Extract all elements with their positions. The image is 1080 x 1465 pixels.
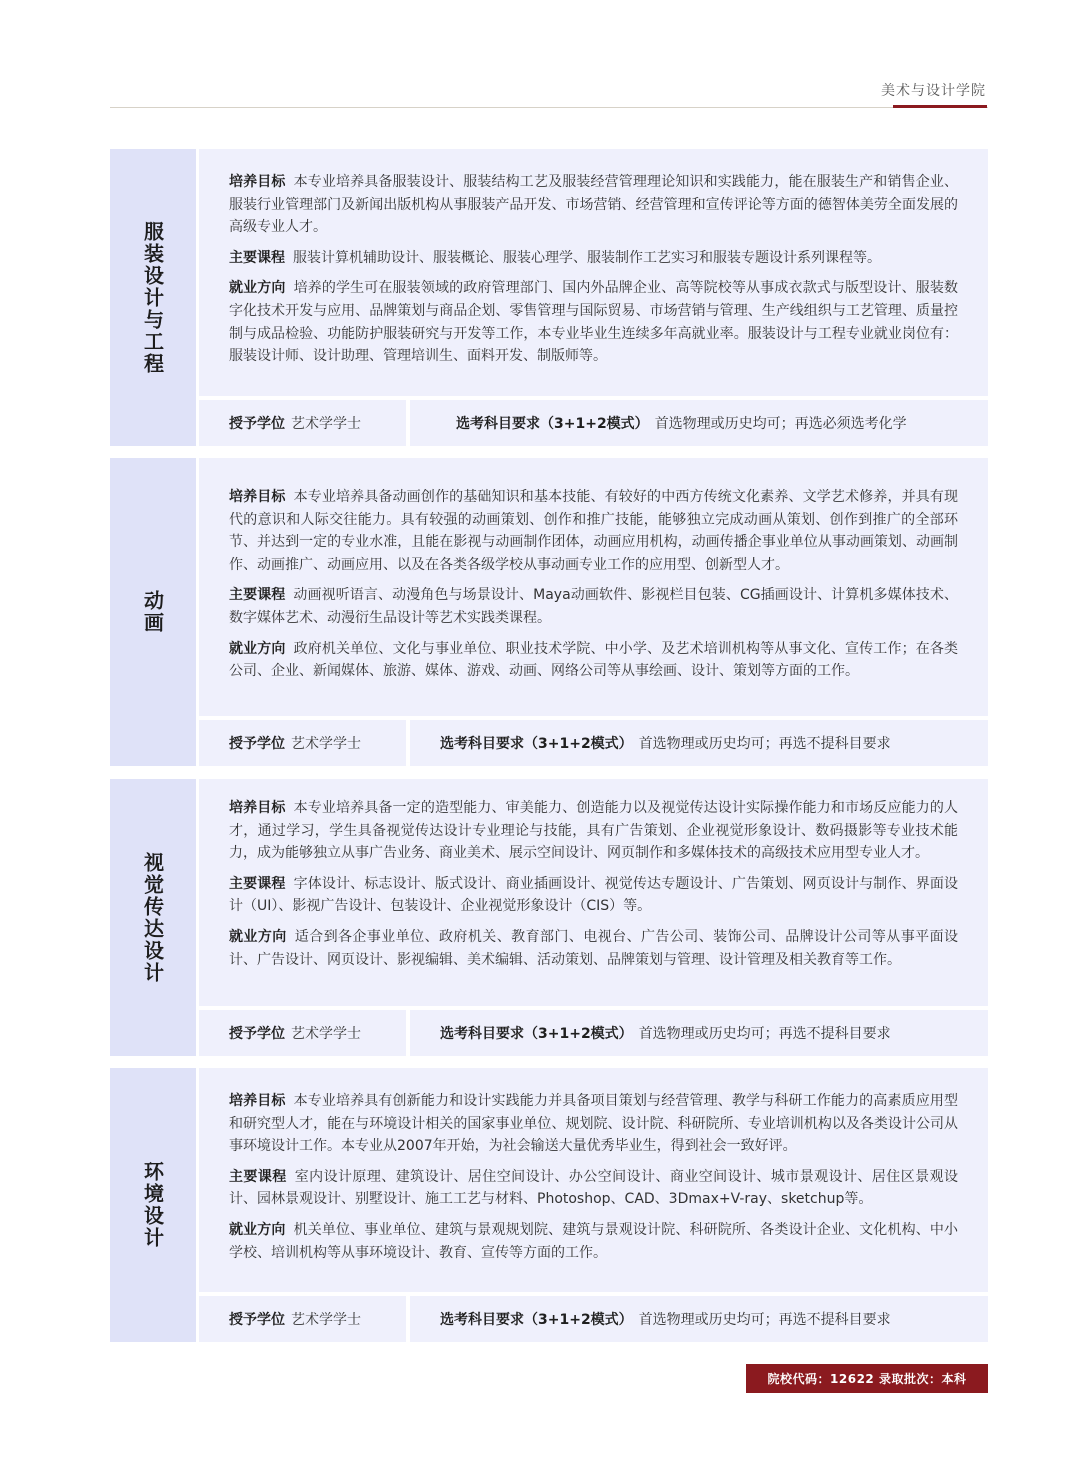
career-direction-text: 政府机关单位、文化与事业单位、职业技术学院、中小学、及艺术培训机构等从事文化、宣传工作；在各类公司、企业、新闻媒体、旅游、媒体、游戏、动画、网络公司等从事绘画、设计、策划等方面的工作。 xyxy=(229,640,958,680)
subject-requirement-cell xyxy=(410,720,988,766)
subject-requirement-label: 选考科目要求（3+1+2模式） xyxy=(440,1026,633,1042)
training-goal-label: 培养目标 xyxy=(229,489,286,505)
training-goal-text: 本专业培养具备服装设计、服装结构工艺及服装经营管理理论知识和实践能力，能在服装生产和销售企业、服装行业管理部门及新闻出版机构从事服装产品开发、市场营销、经营管理和宣传评论等方面的德智体美劳全面发展的高级专业人才。 xyxy=(229,174,958,236)
training-goal xyxy=(229,486,958,576)
career-direction-label: 就业方向 xyxy=(229,280,286,297)
major-info-row xyxy=(199,1296,988,1342)
major-section-animation xyxy=(110,458,988,766)
main-courses xyxy=(229,247,958,270)
degree-cell xyxy=(199,1010,406,1056)
training-goal xyxy=(229,797,958,865)
major-description-panel xyxy=(199,149,988,396)
subject-requirement-label: 选考科目要求（3+1+2模式） xyxy=(440,1312,633,1328)
subject-requirement-cell xyxy=(410,400,988,446)
training-goal-label: 培养目标 xyxy=(229,1093,286,1109)
subject-requirement-value: 首选物理或历史均可；再选不提科目要求 xyxy=(638,1312,891,1328)
training-goal-text: 本专业培养具备动画创作的基础知识和基本技能、有较好的中西方传统文化素养、文学艺术修养，并具有现代的意识和人际交往能力。具有较强的动画策划、创作和推广技能，能够独立完成动画从策划、创作到推广的全部环节、并达到一定的专业水准，且能在影视与动画制作团体，动画应用机构，动画传播企事业单位从事动画策划、动画制作、动画推广、动画应用、以及在各类各级学校从事动画专业工作的应用型、创新型人才。 xyxy=(229,489,958,573)
main-courses-label: 主要课程 xyxy=(229,1168,287,1185)
major-side-tab xyxy=(110,779,196,1056)
subject-requirement-cell xyxy=(410,1296,988,1342)
training-goal xyxy=(229,1090,958,1158)
degree-label: 授予学位 xyxy=(229,1026,285,1042)
training-goal-text: 本专业培养具有创新能力和设计实践能力并具备项目策划与经营管理、教学与科研工作能力的高素质应用型和研究型人才，能在与环境设计相关的国家事业单位、规划院、设计院、科研院所、专业培训机构以及各类设计公司从事环境设计工作。本专业从2007年开始，为社会输送大量优秀毕业生，得到社会一致好评。 xyxy=(229,1093,958,1155)
subject-requirement-value: 首选物理或历史均可；再选不提科目要求 xyxy=(638,1026,891,1042)
main-courses-label: 主要课程 xyxy=(229,587,286,604)
main-courses-text: 字体设计、标志设计、版式设计、商业插画设计、视觉传达专题设计、广告策划、网页设计与制作、界面设计（UI）、影视广告设计、包装设计、企业视觉形象设计（CIS）等。 xyxy=(229,875,958,915)
header-divider xyxy=(110,107,988,108)
degree-label: 授予学位 xyxy=(229,416,285,432)
major-section-fashion xyxy=(110,149,988,446)
main-courses-text: 动画视听语言、动漫角色与场景设计、Maya动画软件、影视栏目包装、CG插画设计、计算机多媒体技术、数字媒体艺术、动漫衍生品设计等艺术实践类课程。 xyxy=(229,587,958,626)
degree-label: 授予学位 xyxy=(229,736,285,752)
main-courses xyxy=(229,584,958,629)
major-description-panel xyxy=(199,1068,988,1292)
subject-requirement-label: 选考科目要求（3+1+2模式） xyxy=(440,736,633,752)
header-title: 美术与设计学院 xyxy=(881,83,986,99)
main-courses-label: 主要课程 xyxy=(229,875,286,892)
main-courses xyxy=(229,1166,958,1211)
career-direction-text: 培养的学生可在服装领域的政府管理部门、国内外品牌企业、高等院校等从事成衣款式与版型设计、服装数字化技术开发与应用、品牌策划与商品企划、零售管理与国际贸易、市场营销与管理、生产线组织与工艺管理、质量控制与成品检验、功能防护服装研究与开发等工作，本专业毕业生连续多年高就业率。服装设计与工程专业就业岗位有：服装设计师、设计助理、管理培训生、面料开发、制版师等。 xyxy=(229,280,958,365)
major-side-tab xyxy=(110,1068,196,1342)
header-accent-bar xyxy=(893,105,987,108)
degree-label: 授予学位 xyxy=(229,1312,285,1328)
main-courses-text: 室内设计原理、建筑设计、居住空间设计、办公空间设计、商业空间设计、城市景观设计、居住区景观设计、园林景观设计、别墅设计、施工工艺与材料、Photoshop、CAD、3Dmax+V-ray、sketchup等。 xyxy=(229,1168,959,1208)
major-section-environmental-design xyxy=(110,1068,988,1342)
degree-cell xyxy=(199,400,406,446)
career-direction xyxy=(229,926,958,971)
training-goal-label: 培养目标 xyxy=(229,174,286,190)
major-title: 环境设计 xyxy=(140,1161,165,1249)
degree-value: 艺术学学士 xyxy=(291,416,361,432)
degree-cell xyxy=(199,1296,406,1342)
subject-requirement-value: 首选物理或历史均可；再选不提科目要求 xyxy=(638,736,891,752)
subject-requirement-value: 首选物理或历史均可；再选必须选考化学 xyxy=(654,416,907,432)
major-info-row xyxy=(199,1010,988,1056)
main-courses-label: 主要课程 xyxy=(229,249,285,266)
career-direction xyxy=(229,638,958,683)
career-direction-label: 就业方向 xyxy=(229,928,287,945)
training-goal-label: 培养目标 xyxy=(229,800,286,816)
major-side-tab xyxy=(110,458,196,766)
school-code-badge: 院校代码：12622 录取批次：本科 xyxy=(746,1364,988,1393)
major-section-visual-communication xyxy=(110,779,988,1056)
major-side-tab xyxy=(110,149,196,446)
career-direction-text: 机关单位、事业单位、建筑与景观规划院、建筑与景观设计院、科研院所、各类设计企业、文化机构、中小学校、培训机构等从事环境设计、教育、宣传等方面的工作。 xyxy=(229,1221,958,1261)
major-info-row xyxy=(199,720,988,766)
training-goal xyxy=(229,171,958,239)
training-goal-text: 本专业培养具备一定的造型能力、审美能力、创造能力以及视觉传达设计实际操作能力和市场反应能力的人才，通过学习，学生具备视觉传达设计专业理论与技能，具有广告策划、企业视觉形象设计、数码摄影等专业技术能力，成为能够独立从事广告业务、商业美术、展示空间设计、网页制作和多媒体技术的高级技术应用型专业人才。 xyxy=(229,800,958,862)
main-courses xyxy=(229,873,958,918)
major-title: 视觉传达设计 xyxy=(140,851,165,984)
major-description-panel xyxy=(199,779,988,1006)
degree-value: 艺术学学士 xyxy=(291,1026,361,1042)
subject-requirement-label: 选考科目要求（3+1+2模式） xyxy=(456,416,649,432)
career-direction-label: 就业方向 xyxy=(229,1221,286,1238)
degree-cell xyxy=(199,720,406,766)
major-description-panel xyxy=(199,458,988,716)
major-title: 服装设计与工程 xyxy=(140,220,165,375)
degree-value: 艺术学学士 xyxy=(291,736,361,752)
career-direction-text: 适合到各企事业单位、政府机关、教育部门、电视台、广告公司、装饰公司、品牌设计公司等从事平面设计、广告设计、网页设计、影视编辑、美术编辑、活动策划、品牌策划与管理、设计管理及相关教育等工作。 xyxy=(229,928,959,968)
career-direction xyxy=(229,277,958,367)
major-title: 动画 xyxy=(140,590,165,634)
main-courses-text: 服装计算机辅助设计、服装概论、服装心理学、服装制作工艺实习和服装专题设计系列课程等。 xyxy=(293,249,881,266)
career-direction xyxy=(229,1219,958,1264)
major-info-row xyxy=(199,400,988,446)
degree-value: 艺术学学士 xyxy=(291,1312,361,1328)
subject-requirement-cell xyxy=(410,1010,988,1056)
career-direction-label: 就业方向 xyxy=(229,640,286,657)
